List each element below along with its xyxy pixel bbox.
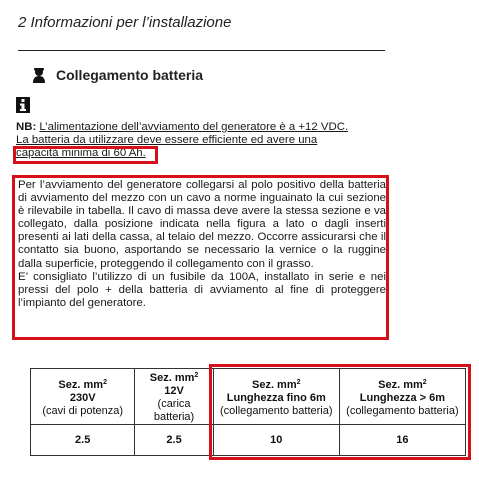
table-value-cell: 2.5: [31, 425, 135, 456]
header-divider: [18, 50, 385, 51]
highlight-box-capacity: [13, 146, 158, 164]
note-line-3: capacità minima di 60 Ah.: [16, 147, 146, 160]
note-line-1: L’alimentazione dell’avviamento del generatore è a +12 VDC.: [39, 121, 349, 133]
section-title: Collegamento batteria: [56, 67, 204, 83]
note-nb-label: NB:: [16, 121, 37, 133]
paragraph-1: Per l’avviamento del generatore collegarsi al polo positivo della batteria di avviamento del mezzo con un cavo a norme inguainato la cui sezione è rilevabile in tabella. Il cavo di massa deve avere la stessa sezione e va collegato, dalla posizione indicata nella figura a lato o dagli inserti presenti ai lati della cassa, al telaio del mezzo. Occorre assicurarsi che il contatto sia buono, asportando se necessario la vernice o la ruggine dalla superficie, proteggendo il collegamento con il grasso.: [18, 179, 386, 270]
paragraph-2: E’ consigliato l’utilizzo di un fusibile da 100A, installato in serie e nei pressi del polo + della batteria di avviamento al fine di proteggere l’impianto del generatore.: [18, 270, 386, 309]
table-header-cell: Sez. $mm^2$ 230V (cavi di potenza): [31, 369, 135, 425]
table-value-cell: 2.5: [135, 425, 213, 456]
info-icon: [16, 97, 30, 113]
table-header-cell: Sez. $mm^2$ 12V (carica batteria): [135, 369, 213, 425]
table-header-cell: Sez. $mm^2$ Lunghezza fino 6m (collegamento batteria): [213, 369, 339, 425]
table-header-cell: Sez. $mm^2$ Lunghezza > 6m (collegamento batteria): [339, 369, 465, 425]
highlight-box-table: [209, 364, 471, 460]
mechanic-icon: [31, 67, 47, 83]
table-value-cell: 16: [339, 425, 465, 456]
table-value-cell: 10: [213, 425, 339, 456]
installation-paragraph: [18, 179, 386, 310]
note-line-2: La batteria da utilizzare deve essere efficiente ed avere una: [16, 134, 318, 147]
page-header-title: 2 Informazioni per l’installazione: [18, 14, 232, 31]
